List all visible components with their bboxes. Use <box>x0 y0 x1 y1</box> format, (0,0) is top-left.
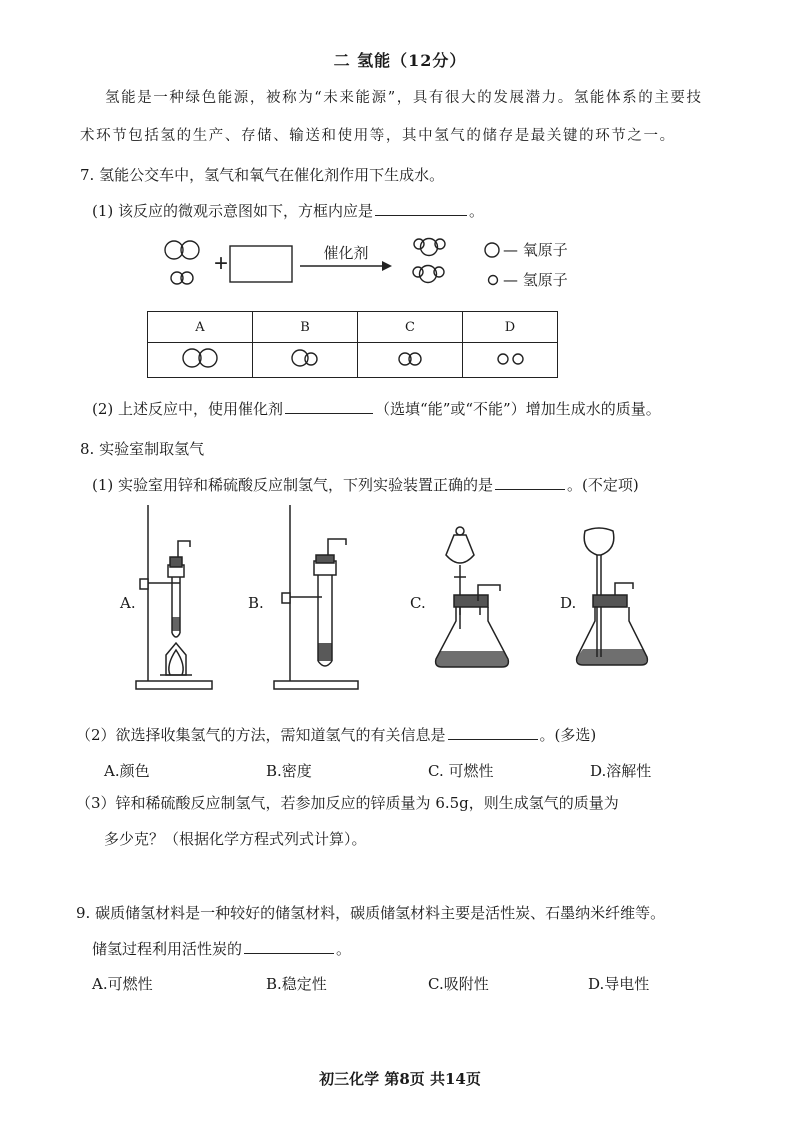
q9-blank[interactable] <box>244 952 334 954</box>
reaction-micro-diagram <box>150 236 610 296</box>
legend-hydrogen-label: — 氢原子 <box>503 271 568 289</box>
option-b-header: B <box>253 312 358 343</box>
q8-part1-prefix: (1) 实验室用锌和稀硫酸反应制氢气，下列实验装置正确的是 <box>92 476 494 494</box>
q8-option-a[interactable]: A.颜色 <box>104 762 150 780</box>
q8-option-d[interactable]: D.溶解性 <box>590 762 652 780</box>
q8-part2-prefix: （2）欲选择收集氢气的方法，需知道氢气的有关信息是 <box>76 726 446 744</box>
option-d-cell[interactable] <box>463 343 558 378</box>
plus-sign: + <box>213 250 228 277</box>
intro-line-2: 术环节包括氢的生产、存储、输送和使用等，其中氢气的储存是最关键的环节之一。 <box>80 128 676 144</box>
apparatus-d-flask-long-funnel-icon[interactable] <box>575 525 665 675</box>
large-pair-icon <box>170 343 230 373</box>
separate-atoms-icon <box>480 343 540 373</box>
q9-line2 <box>92 938 351 959</box>
q9-line2-prefix: 储氢过程利用活性炭的 <box>92 940 243 958</box>
option-c-header: C <box>358 312 463 343</box>
oxygen-atom-icon <box>485 243 499 257</box>
q8-part1-suffix: 。(不定项) <box>567 476 639 494</box>
legend-oxygen-label: — 氧原子 <box>503 241 568 259</box>
q8-part1-blank[interactable] <box>495 488 565 490</box>
option-a-header: A <box>148 312 253 343</box>
apparatus-b-test-tube-icon[interactable] <box>270 505 365 695</box>
q7-part1-prefix: (1) 该反应的微观示意图如下，方框内应是 <box>92 202 374 220</box>
q8-part3-line1: （3）锌和稀硫酸反应制氢气，若参加反应的锌质量为 6.5g，则生成氢气的质量为 <box>76 794 619 812</box>
q9-option-d[interactable]: D.导电性 <box>588 975 650 993</box>
apparatus-label-a: A. <box>120 594 136 612</box>
small-pair-icon <box>380 343 440 373</box>
q9-option-c[interactable]: C.吸附性 <box>428 975 489 993</box>
option-b-cell[interactable] <box>253 343 358 378</box>
apparatus-c-flask-funnel-icon[interactable] <box>430 525 520 675</box>
hydrogen-atom-icon <box>489 276 498 285</box>
q7-part2 <box>92 398 661 419</box>
option-a-cell[interactable] <box>148 343 253 378</box>
q7-part2-prefix: (2) 上述反应中，使用催化剂 <box>92 400 284 418</box>
q7-part1 <box>92 200 484 221</box>
option-c-cell[interactable] <box>358 343 463 378</box>
q9-option-a[interactable]: A.可燃性 <box>92 975 153 993</box>
water-molecule-icon <box>413 266 444 283</box>
apparatus-label-d: D. <box>560 594 577 612</box>
q8-part3-line2: 多少克？（根据化学方程式列式计算）。 <box>104 830 367 848</box>
oxygen-molecule-icon <box>165 241 199 259</box>
q7-options-table <box>147 311 558 378</box>
water-molecule-icon <box>414 239 445 256</box>
q7-part2-blank[interactable] <box>285 412 373 414</box>
q7-part1-blank[interactable] <box>375 214 467 216</box>
q8-part2-blank[interactable] <box>448 738 538 740</box>
apparatus-label-c: C. <box>410 594 426 612</box>
q9-line2-suffix: 。 <box>336 940 352 958</box>
catalyst-label: 催化剂 <box>323 244 369 262</box>
mixed-pair-icon <box>275 343 335 373</box>
apparatus-a-heated-tube-icon[interactable] <box>130 505 220 695</box>
apparatus-label-b: B. <box>248 594 264 612</box>
q9-option-b[interactable]: B.稳定性 <box>266 975 327 993</box>
q8-part2 <box>76 724 596 745</box>
q7-stem: 7. 氢能公交车中，氢气和氧气在催化剂作用下生成水。 <box>80 166 445 184</box>
page-footer: 初三化学 第8页 共14页 <box>319 1070 481 1088</box>
section-title: 二 氢能（12分） <box>333 51 467 70</box>
q8-part2-suffix: 。(多选) <box>539 726 597 744</box>
intro-line-1: 氢能是一种绿色能源，被称为“未来能源”，具有很大的发展潜力。氢能体系的主要技 <box>105 90 703 106</box>
q9-line1: 9. 碳质储氢材料是一种较好的储氢材料，碳质储氢材料主要是活性炭、石墨纳米纤维等。 <box>76 904 666 922</box>
q8-option-b[interactable]: B.密度 <box>266 762 312 780</box>
q8-option-c[interactable]: C. 可燃性 <box>428 762 494 780</box>
q8-part1 <box>92 474 639 495</box>
answer-box <box>230 246 292 282</box>
option-d-header: D <box>463 312 558 343</box>
q7-part1-suffix: 。 <box>469 202 485 220</box>
q7-part2-suffix: （选填“能”或“不能”）增加生成水的质量。 <box>375 400 661 418</box>
q8-stem: 8. 实验室制取氢气 <box>80 440 205 458</box>
hydrogen-molecule-icon <box>171 272 193 284</box>
